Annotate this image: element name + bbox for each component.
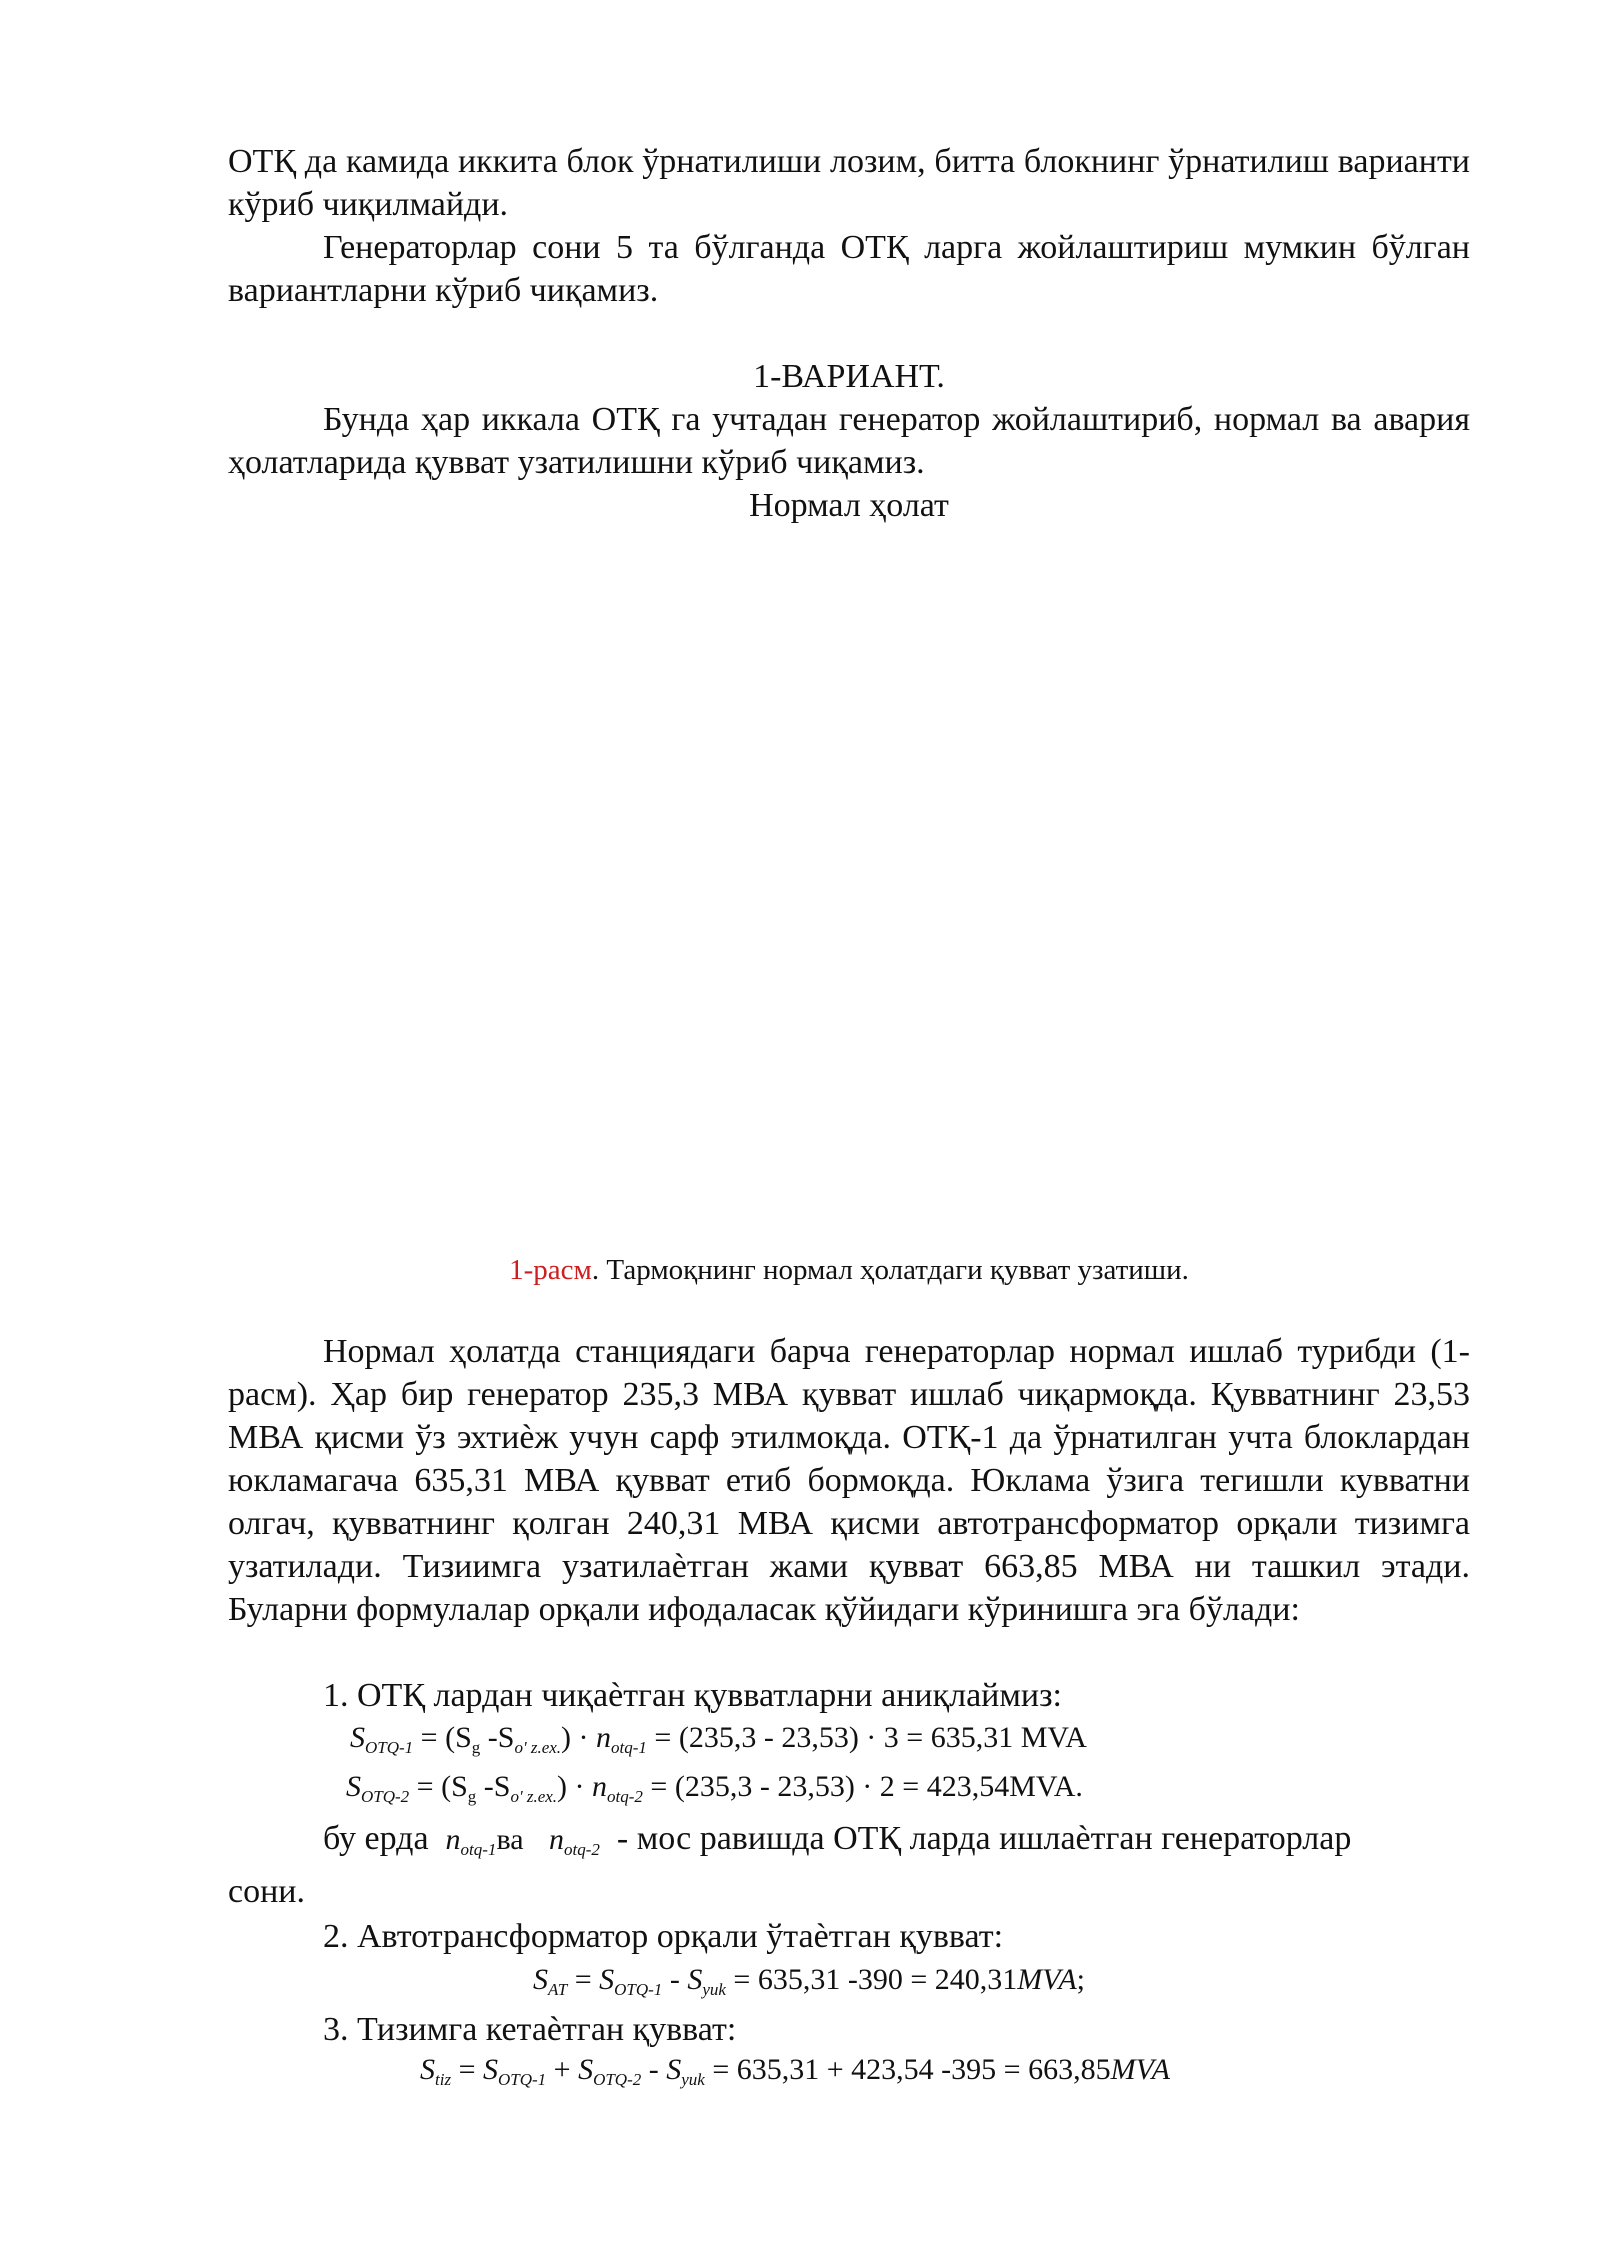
figure-placeholder (228, 540, 1470, 1230)
formula-s-tiz: $S_{tiz} = S_{OTQ-1} + S_{OTQ-2} - S_{yuk} = 635,31 + 423,54$ -395 = 663,85MVA (420, 2053, 1171, 2089)
where-tail: сони. (228, 1873, 305, 1910)
paragraph-4: Нормал ҳолатда станциядаги барча генераторлар нормал ишлаб турибди (1-расм). Ҳар бир генератор 235,3 МВА қувват ишлаб чиқармоқда. Қувватнинг 23,53 МВА қисми ўз эхтиѐж учун сарф этилмоқда. ОТҚ-1 да ўрнатилган учта блоклардан юкламагача 635,31 МВА қувват етиб бормоқда. Юклама ўзига тегишли кувватни олгач, қувватнинг қолган 240,31 МВА қисми автотрансформатор орқали тизимга узатилади. Тизиимга узатилаѐтган жами қувват 663,85 МВА ни ташкил этади. Буларни формулалар орқали ифодаласак қўйидаги кўринишга эга бўлади: (228, 1333, 1470, 1628)
formula-s-otq1: $S_{OTQ-1} = (S_g$ $-S_{o' z.ex.}) \cdot n_{otq-1} = (235,3 - 23,53) \cdot 3 = 635,31$ MVA (350, 1721, 1087, 1757)
list-item-1: 1. ОТҚ лардан чиқаѐтган қувватларни аниқлаймиз: (323, 1677, 1062, 1714)
normal-state-subheading: Нормал ҳолат (749, 487, 949, 524)
formula-s-otq2: $S_{OTQ-2} = (S_g$ $-S_{o' z.ex.}) \cdot n_{otq-2} = (235,3 - 23,53) \cdot 2 = 423,54MVA$. (346, 1770, 1083, 1806)
list-item-2: 2. Автотрансформатор орқали ўтаѐтган қувват: (323, 1918, 1004, 1955)
figure-caption (228, 1252, 1470, 1288)
paragraph-1: ОТҚ да камида иккита блок ўрнатилиши лозим, битта блокнинг ўрнатилиш варианти кўриб чиқилмайди. (228, 143, 1470, 223)
variant-heading: 1-ВАРИАНТ. (753, 358, 945, 395)
caption-text: . Тармоқнинг нормал ҳолатдаги қувват узатиши. (591, 1254, 1189, 1286)
formula-s-at: $S_{AT} = S_{OTQ-1} - S_{yuk} = 635,31$ -390 = 240,31MVA; (533, 1963, 1085, 1999)
paragraph-2: Генераторлар сони 5 та бўлганда ОТҚ ларга жойлаштириш мумкин бўлган вариантларни кўриб чиқамиз. (228, 229, 1470, 309)
where-line: бу ерда $n_{otq-1}ва$ $n_{otq-2}$ - мос равишда ОТҚ ларда ишлаѐтган генераторлар (323, 1820, 1352, 1859)
paragraph-3: Бунда ҳар иккала ОТҚ га учтадан генератор жойлаштириб, нормал ва авария ҳолатларида қувват узатилишни кўриб чиқамиз. (228, 401, 1470, 481)
list-item-3: 3. Тизимга кетаѐтган қувват: (323, 2011, 737, 2048)
figure-reference: 1-расм (509, 1254, 592, 1286)
